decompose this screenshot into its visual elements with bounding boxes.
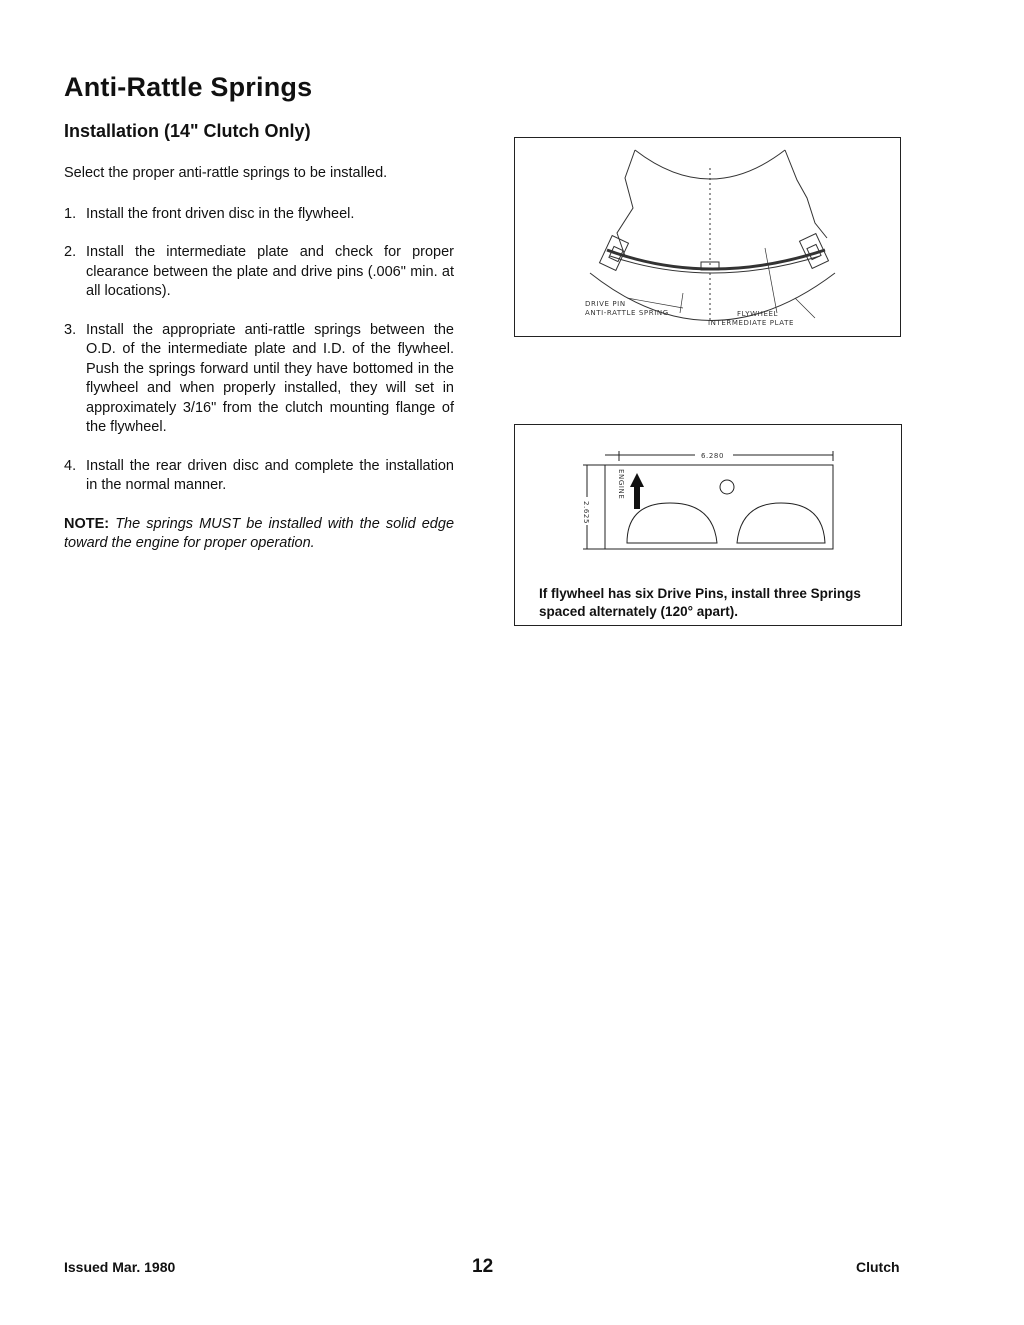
step-text: Install the rear driven disc and complete the installation in the normal manner. — [86, 457, 454, 493]
section-subtitle: Installation (14" Clutch Only) — [64, 121, 311, 141]
mounting-hole — [720, 480, 734, 494]
figure-flywheel-section — [514, 137, 901, 337]
width-dimension: 6.280 — [701, 452, 725, 460]
instructions-column — [64, 164, 454, 554]
steps-list — [64, 205, 454, 496]
height-dimension: 2.625 — [582, 501, 590, 525]
section-name: Clutch — [856, 1259, 900, 1275]
step-text: Install the appropriate anti-rattle springs between the O.D. of the intermediate plate and I.D. of the flywheel. Push the springs forward until they have bottomed in the flywheel and when properly installed, they will set in approximately 3/16" from the clutch mounting flange of the flywheel. — [86, 321, 454, 435]
figure-spring-dimensions — [514, 424, 902, 626]
right-drive-pin — [800, 234, 829, 269]
note — [64, 515, 454, 554]
spring-dimension-diagram — [515, 425, 901, 575]
page-title: Anti-Rattle Springs — [64, 72, 313, 102]
label-intermediate-plate: INTERMEDIATE PLATE — [708, 319, 794, 327]
step-item — [64, 243, 454, 302]
flywheel-diagram — [515, 138, 900, 336]
step-text: Install the front driven disc in the flywheel. — [86, 205, 355, 222]
left-cutout — [627, 503, 717, 543]
step-number: 4. — [64, 457, 77, 474]
note-label: NOTE: — [64, 515, 110, 532]
step-number: 2. — [64, 244, 77, 260]
intro-text: Select the proper anti-rattle springs to be installed. — [64, 165, 388, 181]
right-cutout — [737, 503, 825, 543]
step-number: 1. — [64, 205, 77, 222]
intermediate-plate — [607, 250, 825, 269]
label-flywheel: FLYWHEEL — [737, 310, 779, 318]
label-anti-rattle-spring: ANTI-RATTLE SPRING — [585, 309, 669, 317]
step-item — [64, 321, 454, 438]
engine-label: ENGINE — [617, 469, 625, 500]
figure-caption: If flywheel has six Drive Pins, install three Springs spaced alternately (120° apart). — [539, 586, 861, 619]
note-text: The springs MUST be installed with the solid edge toward the engine for proper operation. — [64, 515, 455, 551]
step-item — [64, 205, 454, 225]
page-number: 12 — [472, 1256, 494, 1277]
step-number: 3. — [64, 321, 77, 338]
step-item — [64, 457, 454, 496]
engine-arrow-icon — [630, 473, 644, 509]
step-text: Install the intermediate plate and check for proper clearance between the plate and drive pins (.006" min. at all locations). — [86, 244, 454, 299]
issued-date: Issued Mar. 1980 — [64, 1259, 176, 1275]
label-drive-pin: DRIVE PIN — [585, 300, 626, 308]
